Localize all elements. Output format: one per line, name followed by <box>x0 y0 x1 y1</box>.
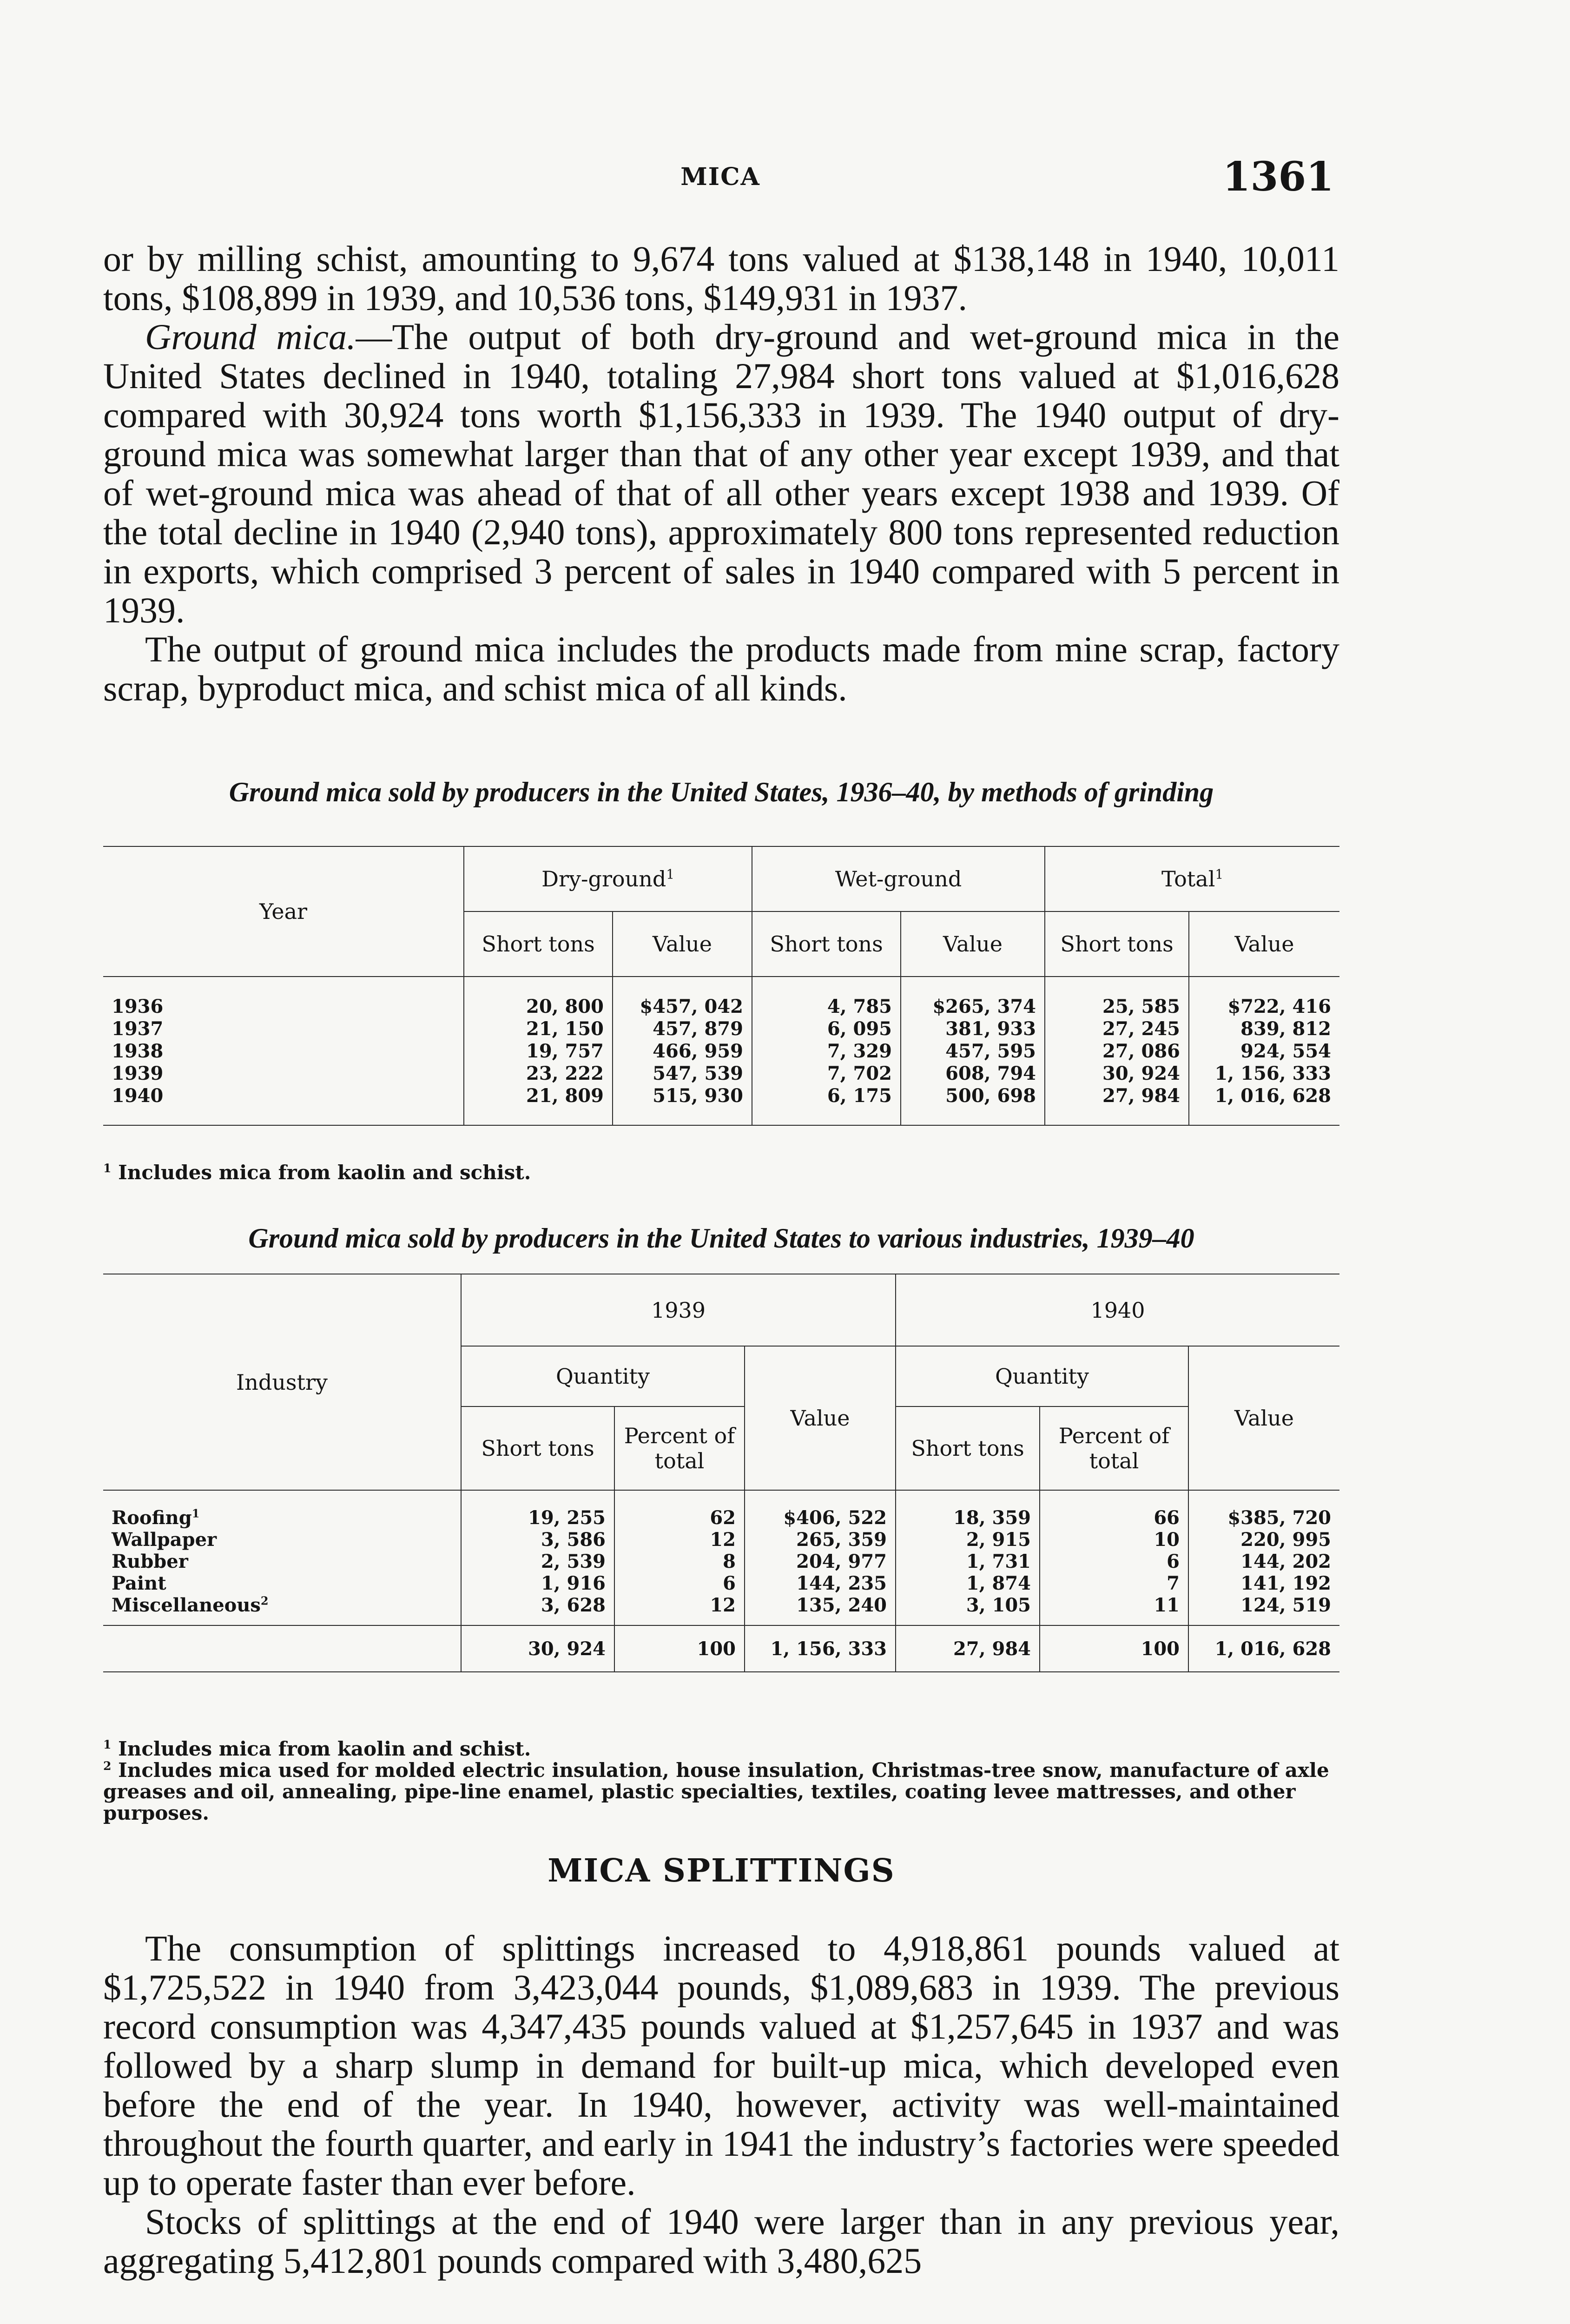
table-row: 1936 20, 800 $457, 042 4, 785 $265, 374 25, 585 $722, 416 <box>103 995 1339 1017</box>
ground-mica-text: —The output of both dry-ground and wet-ground mica in the United States declined in 1940, totaling 27,984 short tons valued at $1,016,628 compared with 30,924 tons worth $1,156,333 in 1939. The 1940 output of dry-ground mica was somewhat larger than that of any other year except 1939, and that of wet-ground mica was ahead of that of all other years except 1938 and 1939. Of the total decline in 1940 (2,940 tons), approximately 800 tons represented reduction in exports, which comprised 3 percent of sales in 1940 compared with 5 percent in 1939. <box>103 317 1339 630</box>
table-row: Rubber 2, 539 8 204, 977 1, 731 6 144, 202 <box>103 1551 1339 1572</box>
percent-1940-header: Percent of total <box>1040 1406 1188 1490</box>
short-tons-1940-header: Short tons <box>896 1406 1040 1490</box>
short-tons-1939-header: Short tons <box>461 1406 614 1490</box>
table-row: Wallpaper 3, 586 12 265, 359 2, 915 10 220, 995 <box>103 1529 1339 1551</box>
running-head <box>107 153 1334 209</box>
table2-caption: Ground mica sold by producers in the United States to various industries, 1939–40 <box>248 1223 1194 1254</box>
total-value-header: Value <box>1189 911 1339 977</box>
industries-table <box>103 1274 1339 1672</box>
percent-1939-header: Percent of total <box>614 1406 745 1490</box>
quantity-1940-header: Quantity <box>896 1346 1188 1406</box>
output-paragraph: The output of ground mica includes the products made from mine scrap, factory scrap, byproduct mica, and schist mica of all kinds. <box>103 629 1339 708</box>
total-short-tons-header: Short tons <box>1045 911 1189 977</box>
intro-text-block <box>103 239 1339 708</box>
running-title: MICA <box>680 163 760 191</box>
dry-ground-header: Dry-ground$^1$ <box>464 846 752 911</box>
splittings-paragraph-1: The consumption of splittings increased to 4,918,861 pounds valued at $1,725,522 in 1940 from 3,423,044 pounds, $1,089,683 in 1939. The previous record consumption was 4,347,435 pounds valued at $1,257,645 in 1937 and was followed by a sharp slump in demand for built-up mica, which developed even before the end of the year. In 1940, however, activity was well-maintained throughout the fourth quarter, and early in 1941 the industry’s factories were speeded up to operate faster than ever before. <box>103 1928 1339 2203</box>
dry-short-tons-header: Short tons <box>464 911 613 977</box>
table2-footnotes: $^1$ Includes mica from kaolin and schist. $^2$ Includes mica used for molded electric insulation, house insulation, Christmas-tree snow, manufacture of axle greases and oil, annealing, pipe-line enamel, plastic specialties, textiles, coating levee mattresses, and other purposes. <box>103 1737 1329 1824</box>
industry-header: Industry <box>103 1274 461 1490</box>
table-row: Miscellaneous$^2$ 3, 628 12 135, 240 3, 105 11 124, 519 <box>103 1594 1339 1616</box>
splittings-text-block <box>103 1929 1339 2280</box>
intro-paragraph: or by milling schist, amounting to 9,674 tons valued at $138,148 in 1940, 10,011 tons, $108,899 in 1939, and 10,536 tons, $149,931 in 1937. <box>103 238 1339 318</box>
table1-caption: Ground mica sold by producers in the United States, 1936–40, by methods of grinding <box>229 777 1214 807</box>
totals-row: 30, 924 100 1, 156, 333 27, 984 100 1, 016, 628 <box>103 1625 1339 1672</box>
ground-mica-label: Ground mica. <box>145 317 356 357</box>
section-heading: MICA SPLITTINGS <box>548 1852 895 1889</box>
dry-value-header: Value <box>613 911 752 977</box>
table-row: 1939 23, 222 547, 539 7, 702 608, 794 30, 924 1, 156, 333 <box>103 1062 1339 1084</box>
value-1940-header: Value <box>1188 1346 1339 1490</box>
table-row: 1938 19, 757 466, 959 7, 329 457, 595 27, 086 924, 554 <box>103 1040 1339 1062</box>
page-number: 1361 <box>1222 153 1334 200</box>
table-row: 1937 21, 150 457, 879 6, 095 381, 933 27, 245 839, 812 <box>103 1017 1339 1040</box>
table-row: 1940 21, 809 515, 930 6, 175 500, 698 27, 984 1, 016, 628 <box>103 1084 1339 1107</box>
splittings-paragraph-2: Stocks of splittings at the end of 1940 were larger than in any previous year, aggregating 5,412,801 pounds compared with 3,480,625 <box>103 2201 1339 2281</box>
grinding-methods-table <box>103 846 1339 1126</box>
year-1939-header: 1939 <box>461 1274 896 1346</box>
wet-short-tons-header: Short tons <box>752 911 901 977</box>
year-header: Year <box>103 846 464 977</box>
year-1940-header: 1940 <box>896 1274 1339 1346</box>
table-row: Roofing$^1$ 19, 255 62 $406, 522 18, 359 66 $385, 720 <box>103 1507 1339 1529</box>
quantity-1939-header: Quantity <box>461 1346 745 1406</box>
table1-footnote: $^1$ Includes mica from kaolin and schist. <box>103 1161 531 1184</box>
total-header: Total$^1$ <box>1045 846 1339 911</box>
value-1939-header: Value <box>745 1346 896 1490</box>
ground-mica-paragraph <box>103 317 1339 630</box>
wet-ground-header: Wet-ground <box>752 846 1045 911</box>
wet-value-header: Value <box>901 911 1045 977</box>
table-row: Paint 1, 916 6 144, 235 1, 874 7 141, 192 <box>103 1572 1339 1594</box>
